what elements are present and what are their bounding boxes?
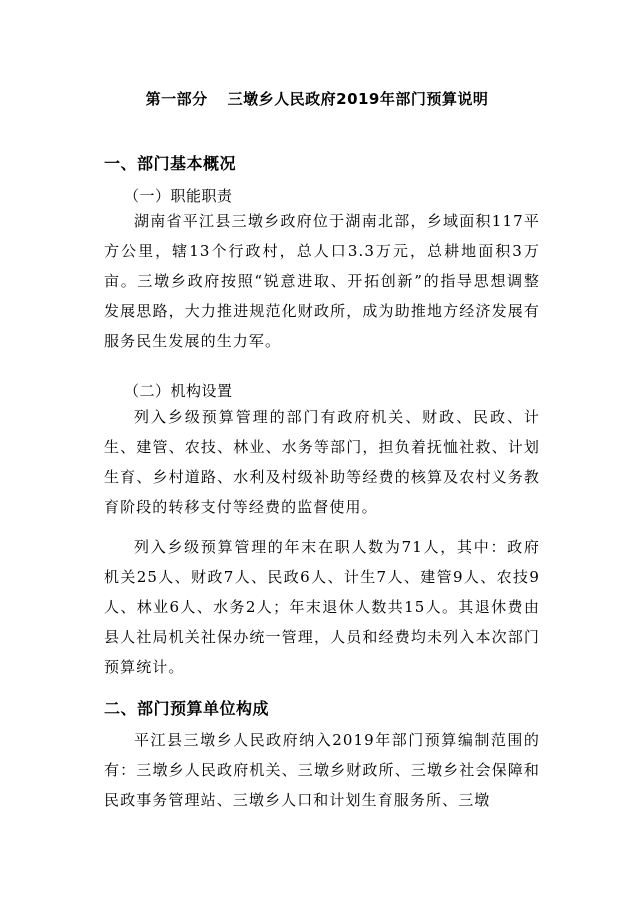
section2-paragraph: 平江县三墩乡人民政府纳入2019年部门预算编制范围的有：三墩乡人民政府机关、三墩乡财政所、三墩乡社会保障和民政事务管理站、三墩乡人口和计划生育服务所、三墩 bbox=[104, 731, 540, 809]
title-name: 三墩乡人民政府2019年部门预算说明 bbox=[227, 90, 489, 108]
document-title bbox=[0, 88, 634, 109]
section1-sub2-paragraph-2: 列入乡级预算管理的年末在职人数为71人，其中：政府机关25人、财政7人、民政6人、计生7人、建管9人、农技9人、林业6人、水务2人；年末退休人数共15人。其退休费由县人社局机关社保办统一管理，人员和经费均未列入本次部门预算统计。 bbox=[104, 538, 540, 676]
section1-sub2-paragraph-1: 列入乡级预算管理的部门有政府机关、财政、民政、计生、建管、农技、林业、水务等部门，担负着抚恤社救、计划生育、乡村道路、水利及村级补助等经费的核算及农村义务教育阶段的转移支付等经费的监督使用。 bbox=[104, 408, 540, 516]
section1-sub2-heading: （二）机构设置 bbox=[124, 382, 233, 400]
section2-heading: 二、部门预算单位构成 bbox=[104, 699, 270, 718]
section1-heading: 一、部门基本概况 bbox=[104, 154, 237, 173]
section1-sub1-heading: （一）职能职责 bbox=[124, 187, 233, 205]
title-part: 第一部分 bbox=[145, 90, 208, 108]
section1-sub1-paragraph: 湖南省平江县三墩乡政府位于湖南北部，乡域面积117平方公里，辖13个行政村，总人口3.3万元，总耕地面积3万亩。三墩乡政府按照“锐意进取、开拓创新”的指导思想调整发展思路，大力推进规范化财政所，成为助推地方经济发展有服务民生发展的生力军。 bbox=[104, 212, 540, 350]
